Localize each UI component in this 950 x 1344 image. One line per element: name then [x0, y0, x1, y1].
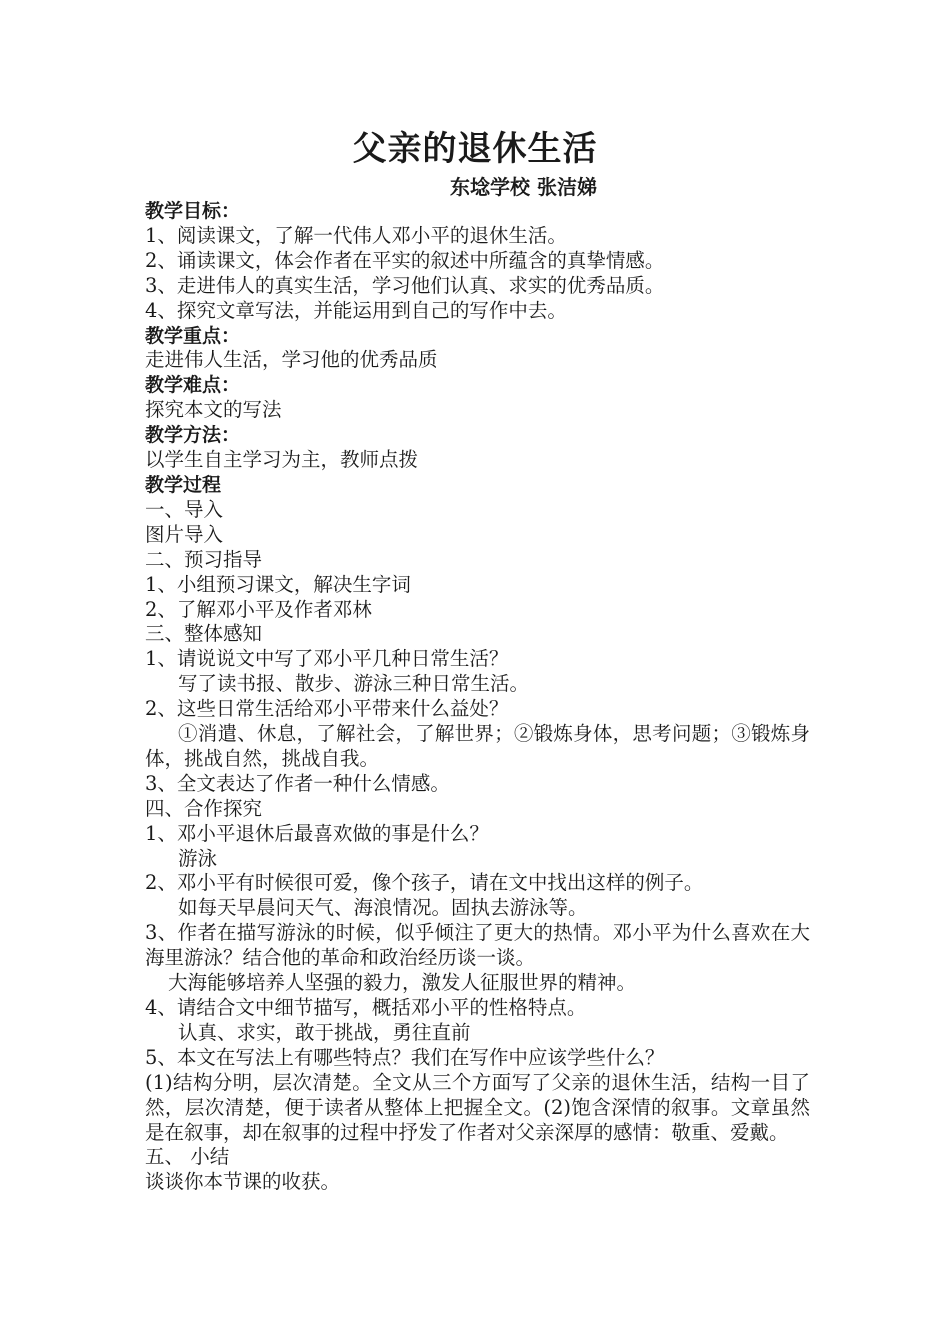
section-title-intro: 一、导入	[145, 497, 224, 521]
answer: 如每天早晨问天气、海浪情况。固执去游泳等。	[178, 896, 588, 920]
answer: (1)结构分明，层次清楚。全文从三个方面写了父亲的退休生活，结构一目了然，层次清楚，便于读者从整体上把握全文。(2)饱含深情的叙事。文章虽然是在叙事，却在叙事的过程中抒发了作者对父亲深厚的感情：敬重、爱戴。	[145, 1070, 810, 1144]
section-title-overall: 三、整体感知	[145, 622, 263, 646]
question: 3、全文表达了作者一种什么情感。	[145, 771, 450, 795]
focus-text: 走进伟人生活，学习他的优秀品质	[145, 348, 438, 372]
answer: 大海能够培养人坚强的毅力，激发人征服世界的精神。	[168, 971, 637, 995]
method-text: 以学生自主学习为主，教师点拨	[145, 448, 419, 472]
goal-item: 3、走进伟人的真实生活，学习他们认真、求实的优秀品质。	[145, 273, 665, 297]
answer: ①消遣、休息，了解社会，了解世界；②锻炼身体，思考问题；③锻炼身体，挑战自然，挑战自我。	[145, 722, 810, 770]
question: 1、请说说文中写了邓小平几种日常生活？	[145, 647, 509, 671]
summary-text: 谈谈你本节课的收获。	[145, 1170, 341, 1194]
question: 4、请结合文中细节描写，概括邓小平的性格特点。	[145, 996, 587, 1019]
question: 2、这些日常生活给邓小平带来什么益处？	[145, 697, 509, 721]
preview-item: 2、了解邓小平及作者邓林	[145, 597, 372, 621]
focus-heading: 教学重点：	[145, 324, 241, 347]
answer: 认真、求实，敢于挑战，勇往直前	[178, 1020, 471, 1044]
method-heading: 教学方法：	[145, 424, 241, 447]
process-heading: 教学过程	[145, 473, 222, 496]
question: 2、邓小平有时候很可爱，像个孩子，请在文中找出这样的例子。	[145, 871, 704, 895]
section-title-summary: 五、 小结	[145, 1145, 230, 1169]
difficulty-text: 探究本文的写法	[145, 398, 282, 422]
author-line: 东埝学校 张洁娣	[450, 175, 597, 199]
preview-item: 1、小组预习课文，解决生字词	[145, 572, 411, 596]
document-body	[145, 199, 810, 1195]
question: 3、作者在描写游泳的时候，似乎倾注了更大的热情。邓小平为什么喜欢在大海里游泳？结合他的革命和政治经历谈一谈。	[145, 921, 810, 970]
section-title-explore: 四、合作探究	[145, 796, 263, 820]
answer: 游泳	[178, 846, 218, 870]
difficulty-heading: 教学难点：	[145, 374, 241, 397]
intro-text: 图片导入	[145, 522, 224, 546]
section-title-preview: 二、预习指导	[145, 547, 263, 571]
goal-item: 2、诵读课文，体会作者在平实的叙述中所蕴含的真挚情感。	[145, 248, 665, 272]
answer: 写了读书报、散步、游泳三种日常生活。	[178, 672, 530, 696]
goals-heading: 教学目标：	[145, 200, 241, 222]
goal-item: 1、阅读课文，了解一代伟人邓小平的退休生活。	[145, 223, 567, 247]
goal-item: 4、探究文章写法，并能运用到自己的写作中去。	[145, 298, 567, 322]
document-title: 父亲的退休生活	[352, 129, 598, 169]
question: 1、邓小平退休后最喜欢做的事是什么？	[145, 821, 489, 845]
question: 5、本文在写法上有哪些特点？我们在写作中应该学些什么？	[145, 1045, 665, 1069]
